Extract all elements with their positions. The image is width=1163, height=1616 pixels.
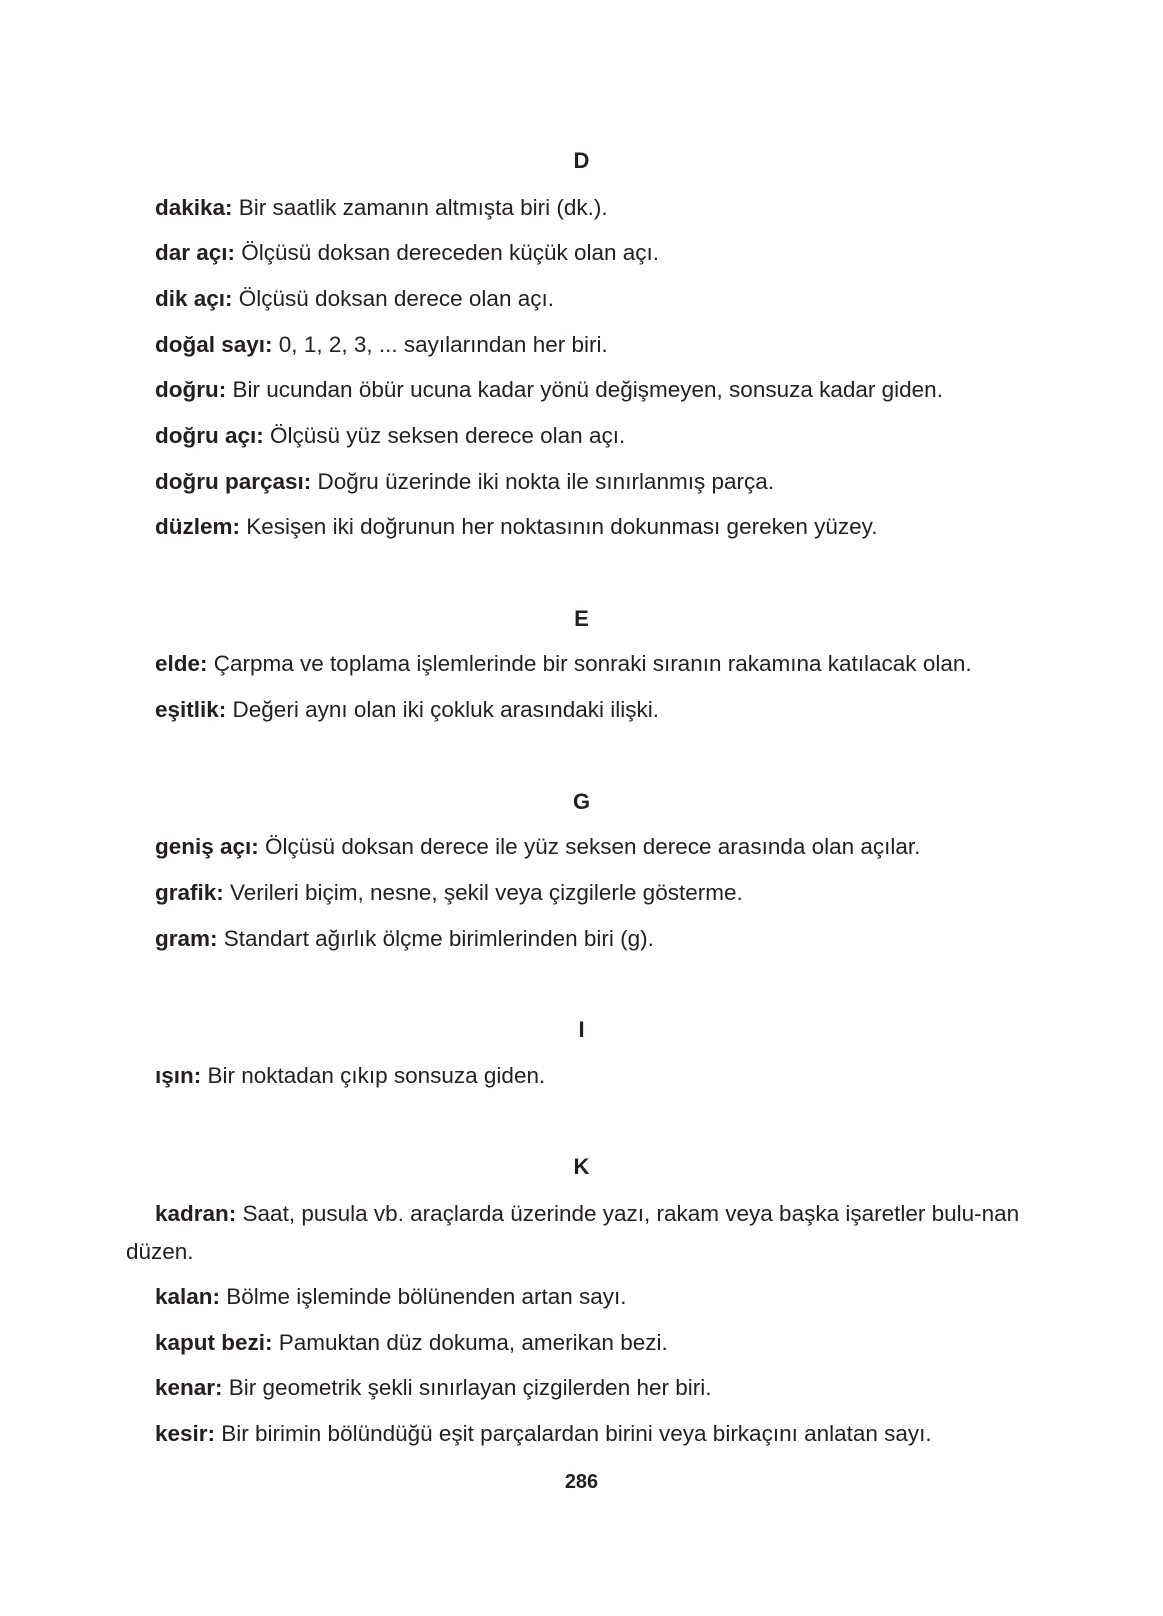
glossary-entry: [155, 926, 1035, 952]
entry-definition: 0, 1, 2, 3, ... sayılarından her biri.: [272, 332, 608, 357]
entry-definition: Bir ucundan öbür ucuna kadar yönü değişmeyen, sonsuza kadar giden.: [226, 377, 943, 402]
entry-definition: Değeri aynı olan iki çokluk arasındaki ilişki.: [226, 697, 659, 722]
entry-term: dakika:: [155, 195, 233, 220]
entry-definition: Bölme işleminde bölünenden artan sayı.: [220, 1284, 627, 1309]
glossary-entry: [155, 469, 1035, 495]
glossary-entry: [155, 1330, 1035, 1356]
entry-definition: Çarpma ve toplama işlemlerinde bir sonraki sıranın rakamına katılacak olan.: [207, 651, 972, 676]
glossary-entry: [155, 651, 1035, 677]
glossary-entry: [155, 332, 1035, 358]
entry-definition: Ölçüsü yüz seksen derece olan açı.: [263, 423, 626, 448]
glossary-entry: [155, 377, 1035, 403]
entry-term: doğru:: [155, 377, 227, 402]
page-number: 286: [564, 1471, 599, 1493]
section-letter-k: K: [573, 1154, 590, 1179]
entry-term: grafik:: [155, 880, 224, 905]
glossary-entry: [155, 834, 1035, 860]
glossary-entry: [155, 1063, 1035, 1089]
entry-term: doğru açı:: [155, 423, 264, 448]
entry-term: geniş açı:: [155, 834, 259, 859]
entry-definition: Bir geometrik şekli sınırlayan çizgilerden her biri.: [222, 1375, 712, 1400]
entry-definition: Bir saatlik zamanın altmışta biri (dk.).: [232, 195, 608, 220]
section-letter-d: D: [573, 148, 590, 173]
entry-definition: Doğru üzerinde iki nokta ile sınırlanmış parça.: [311, 469, 774, 494]
entry-term: kadran:: [155, 1201, 237, 1226]
glossary-entry: [155, 240, 1035, 266]
entry-term: eşitlik:: [155, 697, 227, 722]
entry-definition: Verileri biçim, nesne, şekil veya çizgilerle gösterme.: [223, 880, 743, 905]
entry-definition: Ölçüsü doksan dereceden küçük olan açı.: [235, 240, 660, 265]
entry-definition: Bir noktadan çıkıp sonsuza giden.: [201, 1063, 546, 1088]
glossary-entry: [155, 514, 1035, 540]
entry-term: doğru parçası:: [155, 469, 312, 494]
entry-term: kenar:: [155, 1375, 223, 1400]
section-letter-g: G: [572, 789, 591, 814]
glossary-entry: [155, 697, 1035, 723]
entry-term: kesir:: [155, 1421, 216, 1446]
entry-definition: Pamuktan düz dokuma, amerikan bezi.: [272, 1330, 668, 1355]
glossary-entry: [155, 1284, 1035, 1310]
entry-definition: Bir birimin bölündüğü eşit parçalardan birini veya birkaçını anlatan sayı.: [215, 1421, 932, 1446]
glossary-entry: [155, 1375, 1035, 1401]
entry-term: doğal sayı:: [155, 332, 273, 357]
glossary-entry: [155, 880, 1035, 906]
entry-definition: Standart ağırlık ölçme birimlerinden biri (g).: [217, 926, 654, 951]
entry-term: gram:: [155, 926, 218, 951]
entry-term: elde:: [155, 651, 208, 676]
entry-definition: Ölçüsü doksan derece ile yüz seksen derece arasında olan açılar.: [258, 834, 921, 859]
entry-definition: Ölçüsü doksan derece olan açı.: [232, 286, 554, 311]
glossary-entry: [155, 1421, 1035, 1447]
entry-definition: Saat, pusula vb. araçlarda üzerinde yazı, rakam veya başka işaretler bulu-nan düzen.: [126, 1201, 1020, 1264]
entry-term: düzlem:: [155, 514, 241, 539]
glossary-entry: [155, 195, 1035, 221]
entry-term: dik açı:: [155, 286, 233, 311]
section-letter-e: E: [574, 606, 589, 631]
entry-term: kaput bezi:: [155, 1330, 273, 1355]
entry-definition: Kesişen iki doğrunun her noktasının dokunması gereken yüzey.: [240, 514, 878, 539]
entry-term: kalan:: [155, 1284, 221, 1309]
glossary-entry: [155, 286, 1035, 312]
glossary-entry: [126, 1195, 1026, 1271]
section-letter-i: I: [578, 1017, 585, 1042]
entry-term: ışın:: [155, 1063, 202, 1088]
entry-term: dar açı:: [155, 240, 236, 265]
glossary-entry: [155, 423, 1035, 449]
